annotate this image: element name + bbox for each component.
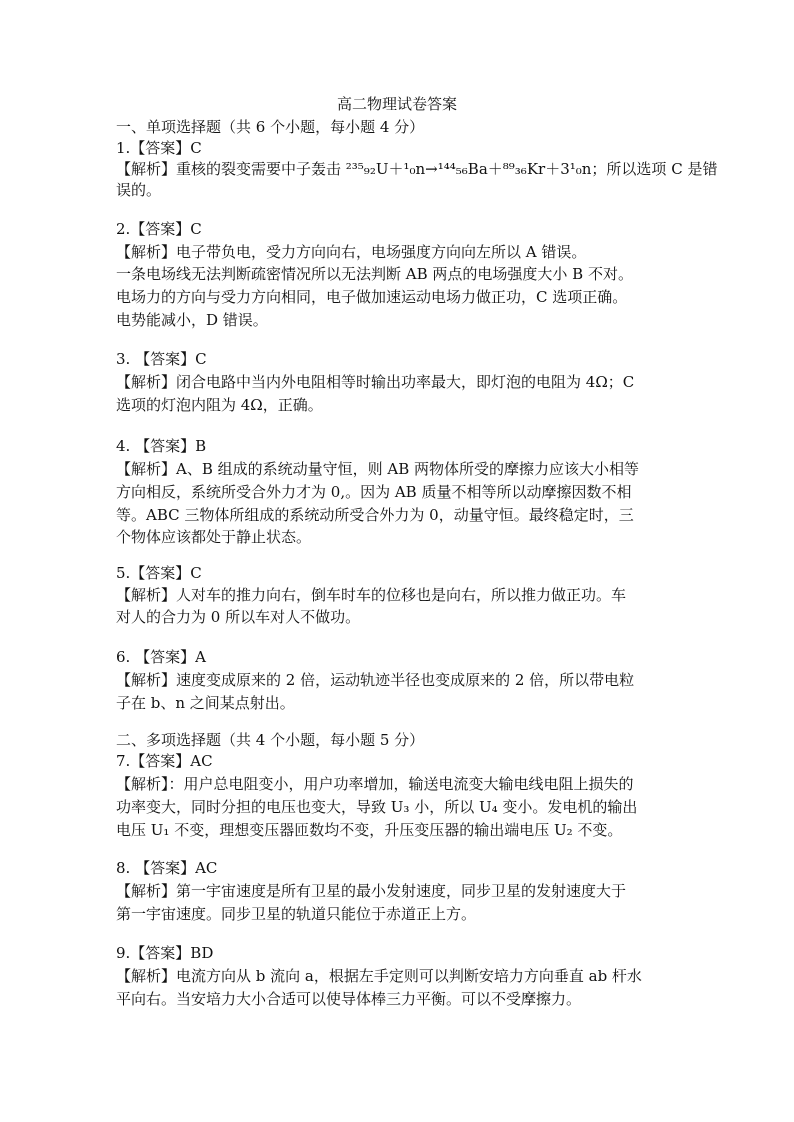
q2-explanation-line2: 一条电场线无法判断疏密情况所以无法判断 AB 两点的电场强度大小 B 不对。 [116,265,633,283]
q5-explanation-line1: 【解析】人对车的推力向右，倒车时车的位移也是向右，所以推力做正功。车 [116,586,627,604]
q1-answer: 1.【答案】C [116,139,202,157]
q2-explanation-line3: 电场力的方向与受力方向相同，电子做加速运动电场力做正功，C 选项正确。 [116,288,628,306]
q2-explanation-line1: 【解析】电子带负电，受力方向向右，电场强度方向向左所以 A 错误。 [116,243,587,261]
q4-answer: 4. 【答案】B [116,437,207,455]
section-heading-multiple-choice: 二、多项选择题（共 4 个小题，每小题 5 分） [116,731,425,749]
q8-explanation-line2: 第一宇宙速度。同步卫星的轨道只能位于赤道正上方。 [116,905,477,923]
q4-explanation-line1: 【解析】A、B 组成的系统动量守恒，则 AB 两物体所受的摩擦力应该大小相等 [116,460,640,478]
q6-answer: 6. 【答案】A [116,648,206,666]
q1-explanation-line2: 误的。 [116,181,162,199]
q3-explanation-line2: 选项的灯泡内阻为 4Ω，正确。 [116,396,323,414]
q4-explanation-line3: 等。ABC 三物体所组成的系统动所受合外力为 0，动量守恒。最终稳定时，三 [116,506,634,524]
q2-answer: 2.【答案】C [116,220,202,238]
q7-answer: 7.【答案】AC [116,752,213,770]
q2-explanation-line4: 电势能减小，D 错误。 [116,311,268,329]
q3-answer: 3. 【答案】C [116,350,207,368]
q7-explanation-line2: 功率变大，同时分担的电压也变大，导致 U₃ 小，所以 U₄ 变小。发电机的输出 [116,798,638,816]
q7-explanation-line3: 电压 U₁ 不变，理想变压器匝数均不变，升压变压器的输出端电压 U₂ 不变。 [116,821,623,839]
q5-explanation-line2: 对人的合力为 0 所以车对人不做功。 [116,608,361,626]
q7-explanation-line1: 【解析】：用户总电阻变小，用户功率增加，输送电流变大输电线电阻上损失的 [116,775,634,793]
q9-explanation-line2: 平向右。当安培力大小合适可以使导体棒三力平衡。可以不受摩擦力。 [116,990,582,1008]
q9-explanation-line1: 【解析】电流方向从 b 流向 a，根据左手定则可以判断安培力方向垂直 ab 杆水 [116,967,642,985]
page-title: 高二物理试卷答案 [336,95,457,113]
q5-answer: 5.【答案】C [116,564,202,582]
q4-explanation-line4: 个物体应该都处于静止状态。 [116,528,312,546]
q6-explanation-line2: 子在 b、n 之间某点射出。 [116,694,295,712]
q6-explanation-line1: 【解析】速度变成原来的 2 倍，运动轨迹半径也变成原来的 2 倍，所以带电粒 [116,671,635,689]
q1-explanation-line1: 【解析】重核的裂变需要中子轰击 ²³⁵₉₂U＋¹₀n→¹⁴⁴₅₆Ba＋⁸⁹₃₆Kr＋3¹₀n；所以选项 C 是错 [116,160,718,178]
q4-explanation-line2: 方向相反，系统所受合外力才为 0,。因为 AB 质量不相等所以动摩擦因数不相 [116,483,632,501]
q9-answer: 9.【答案】BD [116,944,214,962]
section-heading-single-choice: 一、单项选择题（共 6 个小题，每小题 4 分） [116,118,425,136]
q3-explanation-line1: 【解析】闭合电路中当内外电阻相等时输出功率最大，即灯泡的电阻为 4Ω；C [116,373,635,391]
q8-answer: 8. 【答案】AC [116,859,218,877]
q8-explanation-line1: 【解析】第一宇宙速度是所有卫星的最小发射速度，同步卫星的发射速度大于 [116,882,627,900]
